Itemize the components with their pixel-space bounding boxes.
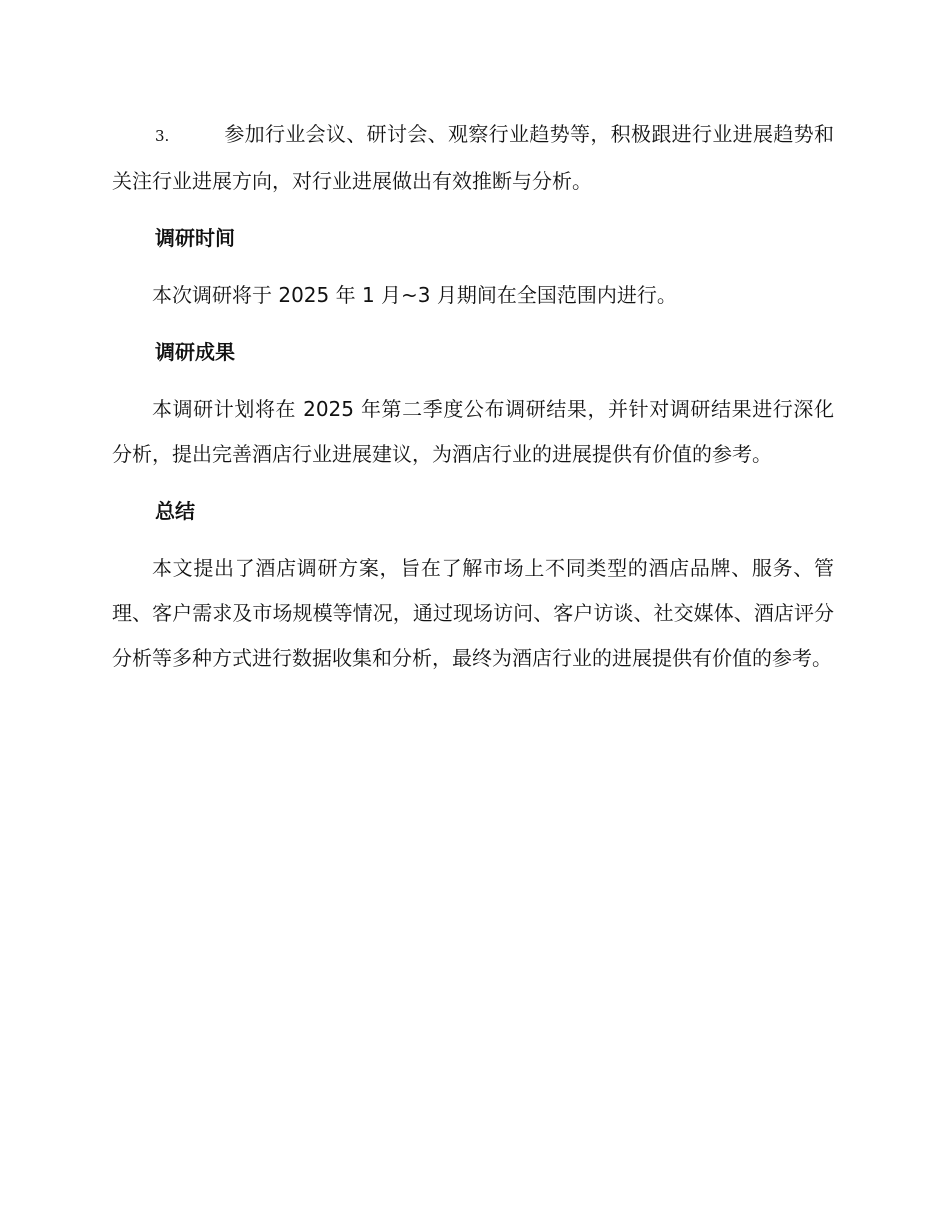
section-heading-time: 调研时间 [155,226,235,250]
section-heading-results: 调研成果 [155,340,235,364]
section-body-time: 本次调研将于 2025 年 1 月~3 月期间在全国范围内进行。 [152,283,677,307]
list-number: 3. [155,127,170,145]
section-body-summary: 本文提出了酒店调研方案，旨在了解市场上不同类型的酒店品牌、服务、管理、客户需求及市场规模等情况，通过现场访问、客户访谈、社交媒体、酒店评分分析等多种方式进行数据收集和分析，最终为酒店行业的进展提供有价值的参考。 [112,556,834,670]
list-item-3 [112,112,834,204]
section-body-results: 本调研计划将在 2025 年第二季度公布调研结果，并针对调研结果进行深化分析，提出完善酒店行业进展建议，为酒店行业的进展提供有价值的参考。 [112,397,834,466]
document-content [112,112,834,681]
list-item-text: 参加行业会议、研讨会、观察行业趋势等，积极跟进行业进展趋势和关注行业进展方向，对行业进展做出有效推断与分析。 [112,122,834,193]
section-heading-summary: 总结 [155,499,195,523]
